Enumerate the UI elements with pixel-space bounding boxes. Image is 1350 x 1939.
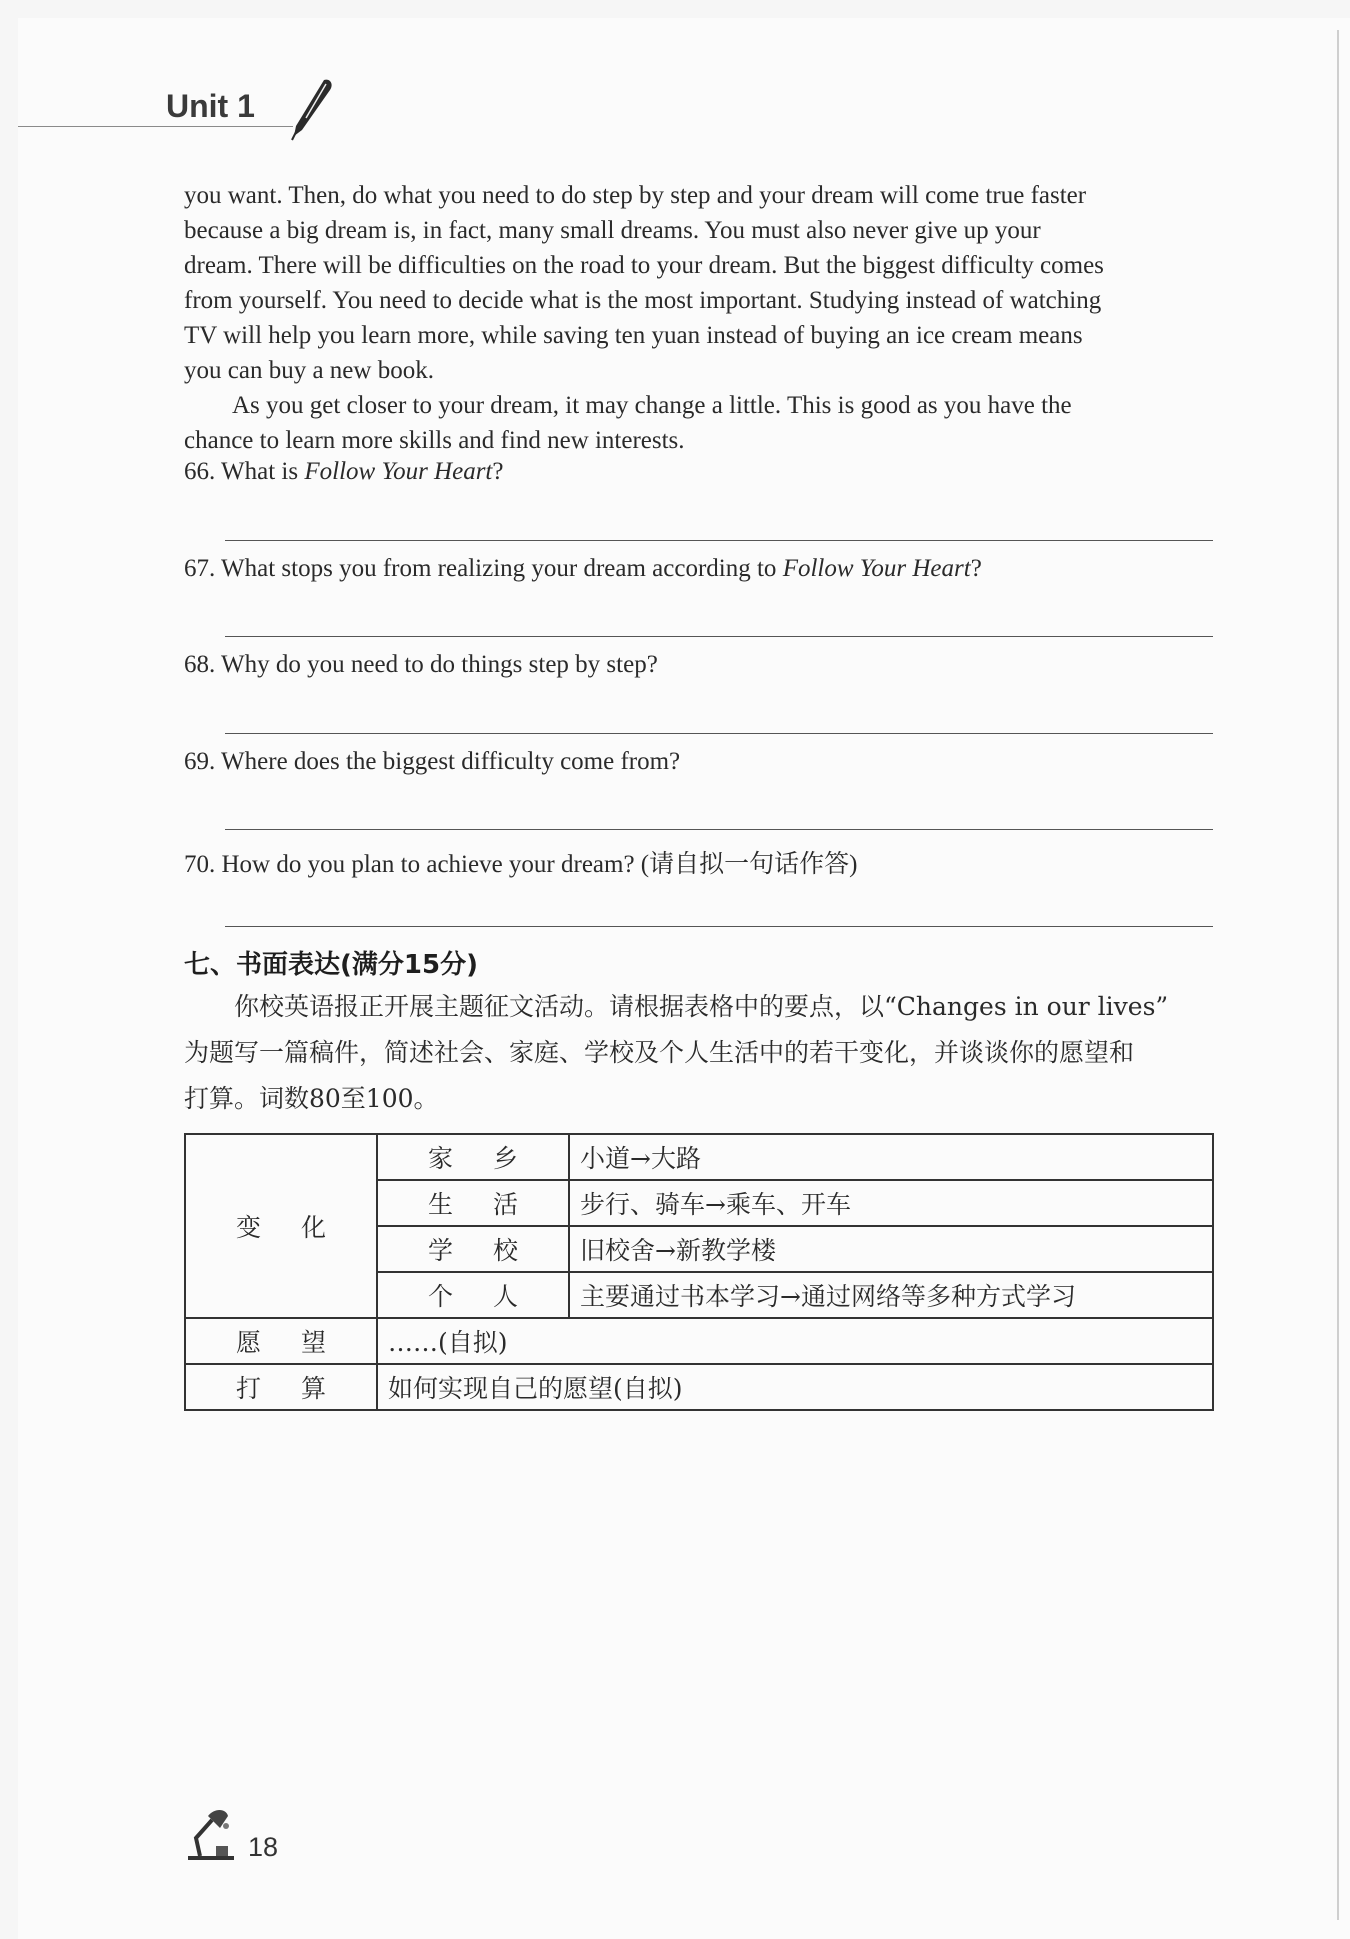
passage-line: because a big dream is, in fact, many small dreams. You must also never give up your bbox=[184, 217, 1041, 244]
desk-lamp-icon bbox=[182, 1806, 240, 1864]
answer-line-66[interactable] bbox=[225, 540, 1213, 541]
plan-value: 如何实现自己的愿望(自拟) bbox=[377, 1364, 1213, 1410]
changes-table bbox=[184, 1133, 1214, 1411]
table-row bbox=[185, 1318, 1213, 1364]
row-label: 生活 bbox=[377, 1180, 569, 1226]
row-label: 学校 bbox=[377, 1226, 569, 1272]
page-number: 18 bbox=[248, 1832, 279, 1862]
section-title: 七、书面表达(满分15分) bbox=[184, 950, 478, 980]
answer-line-67[interactable] bbox=[225, 636, 1213, 637]
passage bbox=[184, 178, 1214, 458]
instruction-line: 你校英语报正开展主题征文活动。请根据表格中的要点，以“Changes in our lives” bbox=[234, 992, 1169, 1021]
passage-line: chance to learn more skills and find new interests. bbox=[184, 427, 685, 454]
instruction-line: 打算。词数80至100。 bbox=[184, 1084, 439, 1113]
row-value: 旧校舍→新教学楼 bbox=[569, 1226, 1213, 1272]
question-text: 66. What is bbox=[184, 458, 305, 485]
row-label: 个人 bbox=[377, 1272, 569, 1318]
passage-line: you want. Then, do what you need to do step by step and your dream will come true faster bbox=[184, 182, 1087, 209]
question-67 bbox=[184, 555, 982, 583]
passage-line: TV will help you learn more, while saving ten yuan instead of buying an ice cream means bbox=[184, 322, 1083, 349]
question-text: 70. How do you plan to achieve your dream? (请自拟一句话作答) bbox=[184, 851, 858, 878]
instruction-line: 为题写一篇稿件，简述社会、家庭、学校及个人生活中的若干变化，并谈谈你的愿望和 bbox=[184, 1038, 1135, 1067]
passage-line: As you get closer to your dream, it may change a little. This is good as you have the bbox=[232, 392, 1072, 419]
question-text: 69. Where does the biggest difficulty come from? bbox=[184, 748, 681, 775]
page-edge-line bbox=[1337, 30, 1339, 1920]
answer-line-69[interactable] bbox=[225, 829, 1213, 830]
change-label: 变化 bbox=[185, 1134, 377, 1318]
row-label: 家乡 bbox=[377, 1134, 569, 1180]
writing-instructions bbox=[184, 984, 1214, 1122]
wish-value: ……(自拟) bbox=[377, 1318, 1213, 1364]
question-68 bbox=[184, 651, 658, 679]
wish-label: 愿望 bbox=[185, 1318, 377, 1364]
question-66 bbox=[184, 458, 504, 486]
unit-title: Unit 1 bbox=[166, 88, 255, 124]
table-row bbox=[185, 1364, 1213, 1410]
header-rule bbox=[18, 126, 293, 127]
question-70 bbox=[184, 844, 857, 880]
question-text: 68. Why do you need to do things step by step? bbox=[184, 651, 658, 678]
answer-line-70[interactable] bbox=[225, 926, 1213, 927]
pen-icon bbox=[286, 78, 336, 142]
question-title-italic: Follow Your Heart bbox=[782, 555, 971, 582]
question-mark: ? bbox=[970, 555, 982, 582]
question-title-italic: Follow Your Heart bbox=[304, 458, 493, 485]
row-value: 主要通过书本学习→通过网络等多种方式学习 bbox=[569, 1272, 1213, 1318]
row-value: 小道→大路 bbox=[569, 1134, 1213, 1180]
row-value: 步行、骑车→乘车、开车 bbox=[569, 1180, 1213, 1226]
question-mark: ? bbox=[492, 458, 504, 485]
table-row bbox=[185, 1134, 1213, 1180]
passage-line: from yourself. You need to decide what is the most important. Studying instead of watching bbox=[184, 287, 1102, 314]
passage-line: you can buy a new book. bbox=[184, 357, 434, 384]
question-69 bbox=[184, 748, 680, 776]
plan-label: 打算 bbox=[185, 1364, 377, 1410]
answer-line-68[interactable] bbox=[225, 733, 1213, 734]
question-text: 67. What stops you from realizing your dream according to bbox=[184, 555, 783, 582]
passage-line: dream. There will be difficulties on the road to your dream. But the biggest difficulty comes bbox=[184, 252, 1104, 279]
